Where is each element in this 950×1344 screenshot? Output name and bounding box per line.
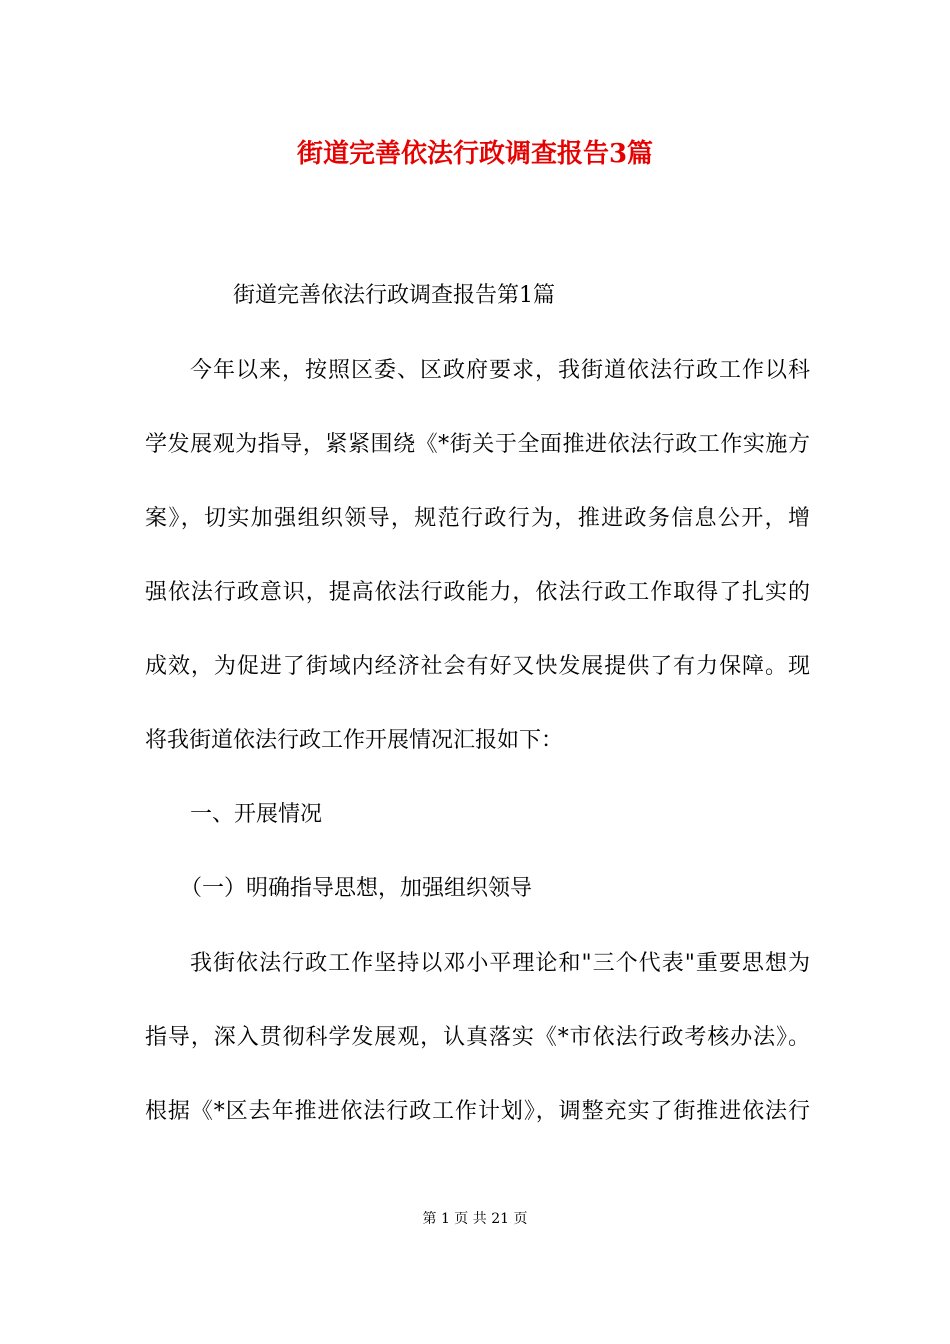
page-number: 第 1 页 共 21 页	[422, 1211, 528, 1227]
paragraph-line: 强依法行政意识，提高依法行政能力，依法行政工作取得了扎实的	[145, 580, 810, 605]
paragraph-line: 今年以来，按照区委、区政府要求，我街道依法行政工作以科	[190, 358, 810, 383]
paragraph-line: 根据《*区去年推进依法行政工作计划》，调整充实了街推进依法行	[145, 1099, 810, 1124]
paragraph-line: 我街依法行政工作坚持以邓小平理论和"三个代表"重要思想为	[190, 951, 810, 976]
paragraph-line: 成效，为促进了街域内经济社会有好又快发展提供了有力保障。现	[145, 654, 810, 679]
paragraph-line: 案》，切实加强组织领导，规范行政行为，推进政务信息公开，增	[145, 506, 810, 531]
section-heading: 一、开展情况	[190, 802, 323, 827]
document-title: 街道完善依法行政调查报告3篇	[296, 139, 654, 169]
report-subtitle: 街道完善依法行政调查报告第1篇	[233, 283, 555, 308]
subsection-heading: （一）明确指导思想，加强组织领导	[180, 876, 533, 901]
paragraph-line: 指导，深入贯彻科学发展观，认真落实《*市依法行政考核办法》。	[145, 1025, 810, 1050]
paragraph-line: 将我街道依法行政工作开展情况汇报如下：	[145, 728, 564, 753]
paragraph-line: 学发展观为指导，紧紧围绕《*街关于全面推进依法行政工作实施方	[145, 432, 810, 457]
